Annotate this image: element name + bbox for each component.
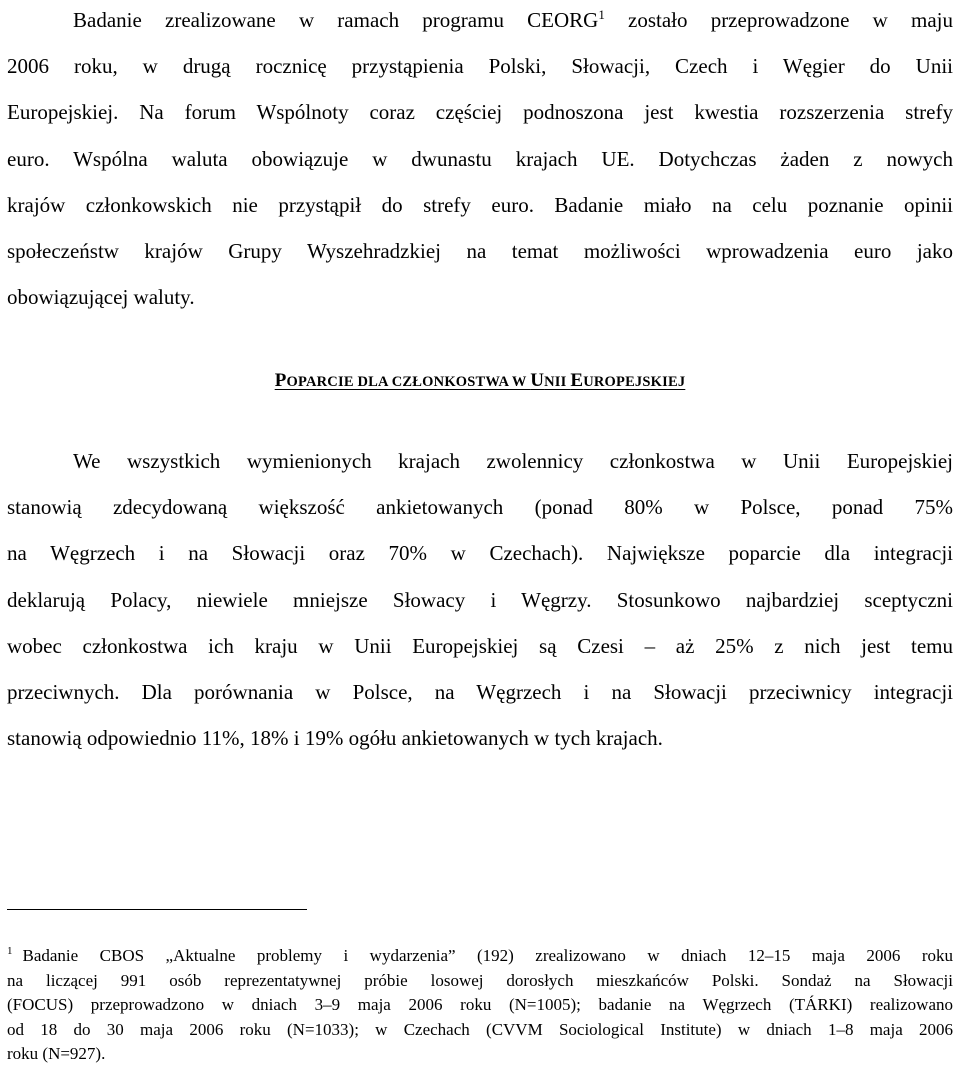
footnote-line: na liczącej 991 osób reprezentatywnej próbie losowej dorosłych mieszkańców Polski. Sondaż na Słowacji — [7, 970, 953, 990]
body-line: wobec członkostwa ich kraju w Unii Europejskiej są Czesi – aż 25% z nich jest temu — [7, 633, 953, 658]
intro-line-5: krajów członkowskich nie przystąpił do strefy euro. Badanie miało na celu poznanie opinii — [7, 192, 953, 217]
footnote-line: (FOCUS) przeprowadzono w dniach 3–9 maja 2006 roku (N=1005); badanie na Węgrzech (TÁRKI) realizowano — [7, 995, 953, 1014]
body-line: stanowią odpowiednio 11%, 18% i 19% ogółu ankietowanych w tych krajach. — [7, 726, 663, 751]
footnote — [7, 944, 953, 1067]
intro-line-3: Europejskiej. Na forum Wspólnoty coraz częściej podnoszona jest kwestia rozszerzenia strefy — [7, 100, 953, 125]
body-line: stanowią zdecydowaną większość ankietowanych (ponad 80% w Polsce, ponad 75% — [7, 495, 953, 520]
section-heading-text: UROPEJSKIEJ — [583, 374, 686, 390]
section-heading-cap: P — [274, 370, 287, 391]
section-heading-cap: U — [530, 370, 545, 391]
footnote-separator — [7, 909, 307, 910]
footnote-line: $^1$ Badanie CBOS „Aktualne problemy i wydarzenia” (192) zrealizowano w dniach 12–15 maja 2006 roku — [7, 945, 953, 965]
body-line: na Węgrzech i na Słowacji oraz 70% w Czechach). Największe poparcie dla integracji — [7, 541, 953, 566]
body-paragraph — [7, 438, 953, 761]
intro-line-1: Badanie zrealizowane w ramach programu CEORG$^1$ zostało przeprowadzone w maju — [73, 7, 953, 32]
intro-line-7: obowiązującej waluty. — [7, 285, 195, 310]
footnote-line: od 18 do 30 maja 2006 roku (N=1033); w Czechach (CVVM Sociological Institute) w dniach 1–8 maja 2006 — [7, 1019, 953, 1039]
footnote-line: roku (N=927). — [7, 1044, 106, 1063]
section-heading-text: NII — [544, 374, 571, 390]
section-heading-text: OPARCIE DLA CZŁONKOSTWA W — [286, 374, 531, 390]
section-heading-cap: E — [570, 370, 584, 391]
intro-paragraph — [7, 0, 953, 320]
body-line: przeciwnych. Dla porównania w Polsce, na Węgrzech i na Słowacji przeciwnicy integracji — [7, 679, 953, 704]
intro-line-2: 2006 roku, w drugą rocznicę przystąpienia Polski, Słowacji, Czech i Węgier do Unii — [7, 54, 953, 79]
intro-line-4: euro. Wspólna waluta obowiązuje w dwunastu krajach UE. Dotychczas żaden z nowych — [7, 146, 953, 171]
body-line: We wszystkich wymienionych krajach zwolennicy członkostwa w Unii Europejskiej — [73, 449, 953, 473]
footnote-reference[interactable]: 1 — [598, 7, 605, 22]
section-heading — [7, 369, 953, 394]
intro-line-6: społeczeństw krajów Grupy Wyszehradzkiej na temat możliwości wprowadzenia euro jako — [7, 238, 953, 263]
body-line: deklarują Polacy, niewiele mniejsze Słowacy i Węgrzy. Stosunkowo najbardziej sceptyczni — [7, 587, 953, 612]
footnote-mark: 1 — [7, 945, 13, 957]
